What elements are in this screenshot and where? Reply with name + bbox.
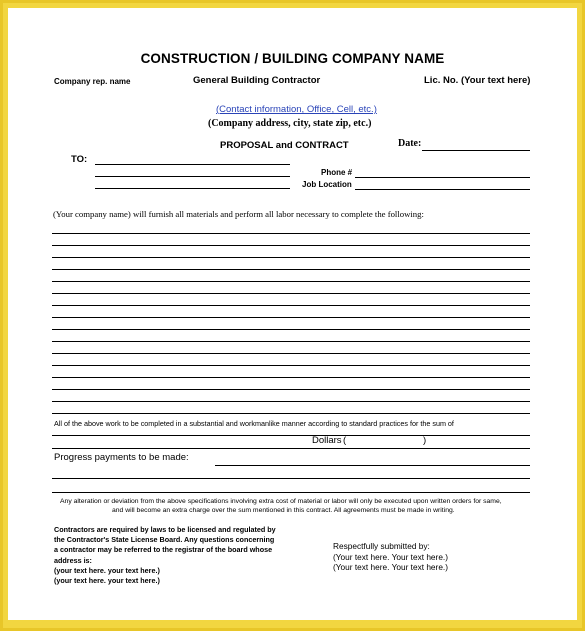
work-line-16[interactable] xyxy=(52,413,530,414)
work-line-3[interactable] xyxy=(52,257,530,258)
submitted-line: (Your text here. Your text here.) xyxy=(333,551,448,562)
company-rep-label: Company rep. name xyxy=(54,77,131,86)
work-line-9[interactable] xyxy=(52,329,530,330)
work-line-4[interactable] xyxy=(52,269,530,270)
work-line-5[interactable] xyxy=(52,281,530,282)
date-label: Date: xyxy=(398,138,422,149)
contact-info-link[interactable]: (Contact information, Office, Cell, etc.) xyxy=(216,104,377,115)
date-line[interactable] xyxy=(422,150,530,151)
completion-text: All of the above work to be completed in a substantial and workmanlike manner according to standard practices for the sum of xyxy=(54,419,454,428)
alteration-line-2: and will become an extra charge over the sum mentioned in this contract. All agreements must be made in writing. xyxy=(112,507,455,514)
license-notice-line: (your text here. your text here.) xyxy=(54,565,160,575)
progress-line-1[interactable] xyxy=(215,465,530,466)
license-notice-line: address is: xyxy=(54,555,92,565)
to-line-3[interactable] xyxy=(95,188,290,189)
phone-line[interactable] xyxy=(355,177,530,178)
sum-line[interactable] xyxy=(52,435,530,436)
work-line-6[interactable] xyxy=(52,293,530,294)
to-label: TO: xyxy=(71,154,88,165)
contractor-type: General Building Contractor xyxy=(193,75,321,86)
dollars-label: Dollars xyxy=(312,435,342,446)
license-notice-line: a contractor may be referred to the registrar of the board whose xyxy=(54,545,273,555)
license-notice-line: (your text here. your text here.) xyxy=(54,576,160,586)
dollars-close-paren: ) xyxy=(423,435,427,446)
license-number: Lic. No. (Your text here) xyxy=(424,75,531,86)
contract-page xyxy=(8,8,577,620)
work-line-15[interactable] xyxy=(52,401,530,402)
alteration-line-1: Any alteration or deviation from the above specifications involving extra cost of material or labor will only be executed upon written orders for same, xyxy=(60,498,502,505)
license-notice-line: Contractors are required by laws to be licensed and regulated by xyxy=(54,525,276,534)
progress-label: Progress payments to be made: xyxy=(54,452,189,463)
work-line-13[interactable] xyxy=(52,377,530,378)
submitted-line: (Your text here. Your text here.) xyxy=(333,562,448,573)
work-line-8[interactable] xyxy=(52,317,530,318)
work-line-2[interactable] xyxy=(52,245,530,246)
work-line-12[interactable] xyxy=(52,365,530,366)
dollars-open-paren: ( xyxy=(343,435,347,446)
job-location-line[interactable] xyxy=(355,189,530,190)
job-location-label: Job Location xyxy=(302,180,352,189)
submitted-block xyxy=(333,541,448,573)
phone-label: Phone # xyxy=(321,168,353,177)
work-line-7[interactable] xyxy=(52,305,530,306)
progress-line-2[interactable] xyxy=(52,478,530,479)
company-address: (Company address, city, state zip, etc.) xyxy=(208,118,372,129)
company-title: CONSTRUCTION / BUILDING COMPANY NAME xyxy=(140,51,445,66)
to-line-1[interactable] xyxy=(95,164,290,165)
progress-line-3[interactable] xyxy=(52,492,530,493)
submitted-line: Respectfully submitted by: xyxy=(333,541,430,551)
to-line-2[interactable] xyxy=(95,176,290,177)
work-intro: (Your company name) will furnish all materials and perform all labor necessary to complete the following: xyxy=(53,209,424,219)
work-line-11[interactable] xyxy=(52,353,530,354)
license-notice-line: the Contractor's State License Board. Any questions concerning xyxy=(54,535,275,545)
proposal-title: PROPOSAL and CONTRACT xyxy=(220,140,349,151)
dollars-line[interactable] xyxy=(52,448,530,449)
work-line-1[interactable] xyxy=(52,233,530,234)
license-notice xyxy=(54,525,276,586)
work-line-10[interactable] xyxy=(52,341,530,342)
work-line-14[interactable] xyxy=(52,389,530,390)
